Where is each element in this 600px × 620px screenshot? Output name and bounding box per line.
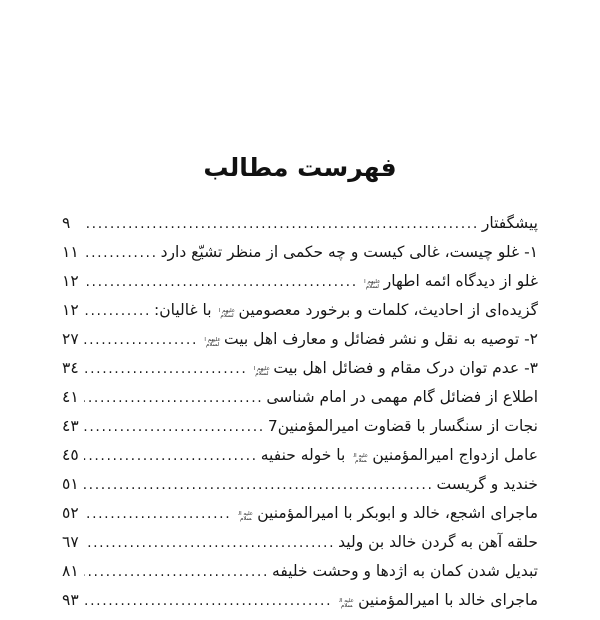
dot-leader [84, 477, 437, 493]
page-number: ١٢ [62, 301, 79, 319]
toc-entry [62, 504, 538, 533]
dot-leader [84, 332, 201, 348]
honorific-stamp-icon: علیه السلام [339, 598, 354, 609]
entry-text: حلقه آهن به گردن خالد بن ولید [338, 533, 538, 551]
page-number: ٢٧ [62, 330, 79, 348]
dot-leader [84, 419, 268, 435]
honorific-stamp-icon: علیهم السلام [364, 279, 381, 290]
page-number: ١١ [62, 243, 79, 261]
dot-leader [84, 361, 250, 377]
toc-entry [62, 243, 538, 272]
entry-text-after: با غالیان: [154, 301, 212, 319]
entry-text: ٣- عدم توان درک مقام و فضائل اهل بیت [273, 359, 538, 377]
toc-entry [62, 301, 538, 330]
entry-text-after: با خوله حنفیه [260, 446, 346, 464]
entry-text: خندید و گریست [436, 475, 538, 493]
page-number: ٤٣ [62, 417, 79, 435]
honorific-stamp-icon: علیه السلام [238, 511, 254, 522]
toc-entry [62, 562, 538, 591]
entry-text: گزیده‌ای از احادیث، کلمات و برخورد معصومین [238, 301, 538, 319]
toc-entry [62, 591, 538, 620]
entry-text: اطلاع از فضائل گام مهمی در امام شناسی [266, 388, 538, 406]
dot-leader [84, 216, 482, 232]
toc-entry [62, 417, 538, 446]
dot-leader [84, 593, 335, 609]
entry-text: پیشگفتار [481, 214, 538, 232]
entry-text: تبدیل شدن کمان به اژدها و وحشت خلیفه [272, 562, 538, 580]
page-number: ٩٣ [62, 591, 79, 609]
honorific-stamp-icon: علیهم السلام [204, 337, 221, 348]
honorific-stamp-icon: علیهم السلام [218, 308, 236, 319]
honorific-stamp-icon: علیهم السلام [253, 366, 271, 377]
page-number: ٣٤ [62, 359, 79, 377]
toc-entry [62, 330, 538, 359]
toc-entry [62, 388, 538, 417]
page-number: ٤٥ [62, 446, 79, 464]
toc-entry [62, 272, 538, 301]
entry-text: غلو از دیدگاه ائمه اطهار [383, 272, 538, 290]
page-title: فهرست مطالب [203, 153, 397, 182]
toc-list [62, 214, 538, 620]
dot-leader [84, 448, 261, 464]
entry-text: ماجرای اشجع، خالد و ابوبکر با امیرالمؤمنین [257, 504, 538, 522]
dot-leader [84, 564, 272, 580]
page-number: ٨١ [62, 562, 79, 580]
toc-entry [62, 446, 538, 475]
dot-leader [84, 245, 161, 261]
dot-leader [84, 390, 266, 406]
honorific-stamp-icon: علیه السلام [353, 453, 369, 464]
toc-entry [62, 475, 538, 504]
page-number: ٥١ [62, 475, 79, 493]
entry-text: ماجرای خالد با امیرالمؤمنین [358, 591, 538, 609]
page-number: ٩ [62, 214, 71, 232]
dot-leader [84, 506, 234, 522]
toc-entry [62, 214, 538, 243]
page-number: ٤١ [62, 388, 79, 406]
page-number: ٦٧ [62, 533, 79, 551]
dot-leader [84, 274, 361, 290]
toc-entry [62, 359, 538, 388]
page-number: ٥٢ [62, 504, 79, 522]
dot-leader [84, 303, 154, 319]
entry-text: ٢- توصیه به نقل و نشر فضائل و معارف اهل بیت [224, 330, 538, 348]
dot-leader [84, 535, 338, 551]
page-number: ١٢ [62, 272, 79, 290]
toc-entry [62, 533, 538, 562]
entry-text: نجات از سنگسار با قضاوت امیرالمؤمنین7 [267, 417, 538, 435]
entry-text: عامل ازدواج امیرالمؤمنین [372, 446, 538, 464]
entry-text: ١- غلو چیست، غالی کیست و چه حکمی از منظر تشیّع دارد [160, 243, 538, 261]
